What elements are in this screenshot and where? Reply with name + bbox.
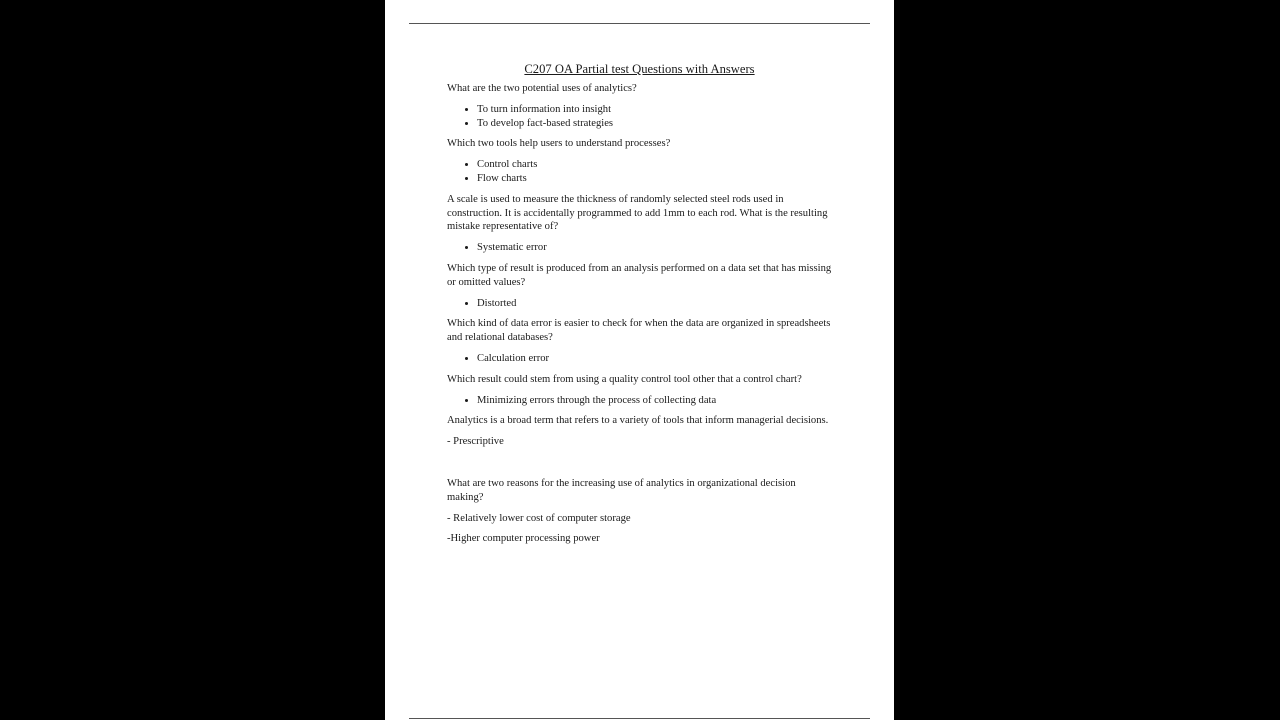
answer-8-2: -Higher computer processing power bbox=[447, 533, 600, 545]
answer-item: • To develop fact-based strategies bbox=[477, 117, 832, 131]
answer-list-6 bbox=[447, 394, 832, 408]
answer-item: • Systematic error bbox=[477, 241, 832, 255]
header-rule bbox=[409, 23, 870, 24]
answer-list-3 bbox=[447, 241, 832, 255]
question-6: Which result could stem from using a quality control tool other that a control chart? bbox=[447, 373, 802, 385]
answer-7: - Prescriptive bbox=[447, 436, 504, 448]
answer-list-1 bbox=[447, 103, 832, 131]
answer-8-1: - Relatively lower cost of computer storage bbox=[447, 512, 631, 524]
answer-item: • Distorted bbox=[477, 297, 832, 311]
question-2: Which two tools help users to understand processes? bbox=[447, 138, 671, 150]
document-content bbox=[447, 60, 832, 553]
answer-item: • Minimizing errors through the process of collecting data bbox=[477, 394, 832, 408]
question-8: What are two reasons for the increasing use of analytics in organizational decision making? bbox=[447, 477, 796, 503]
question-3: A scale is used to measure the thickness of randomly selected steel rods used in construction. It is accidentally programmed to add 1mm to each rod. What is the resulting mistake representative of? bbox=[447, 193, 828, 233]
answer-list-5 bbox=[447, 352, 832, 366]
spacer bbox=[447, 456, 832, 477]
answer-item: • To turn information into insight bbox=[477, 103, 832, 117]
answer-item: • Flow charts bbox=[477, 172, 832, 186]
answer-item: • Control charts bbox=[477, 158, 832, 172]
question-1: What are the two potential uses of analytics? bbox=[447, 83, 637, 94]
answer-list-2 bbox=[447, 158, 832, 186]
question-5: Which kind of data error is easier to check for when the data are organized in spreadsheets and relational databases? bbox=[447, 318, 831, 344]
question-4: Which type of result is produced from an analysis performed on a data set that has missing or omitted values? bbox=[447, 262, 832, 288]
footer-rule bbox=[409, 718, 870, 719]
question-7: Analytics is a broad term that refers to a variety of tools that inform managerial decisions. bbox=[447, 415, 829, 427]
answer-item: • Calculation error bbox=[477, 352, 832, 366]
answer-list-4 bbox=[447, 297, 832, 311]
document-title: C207 OA Partial test Questions with Answers bbox=[524, 62, 755, 76]
document-page bbox=[385, 0, 894, 720]
